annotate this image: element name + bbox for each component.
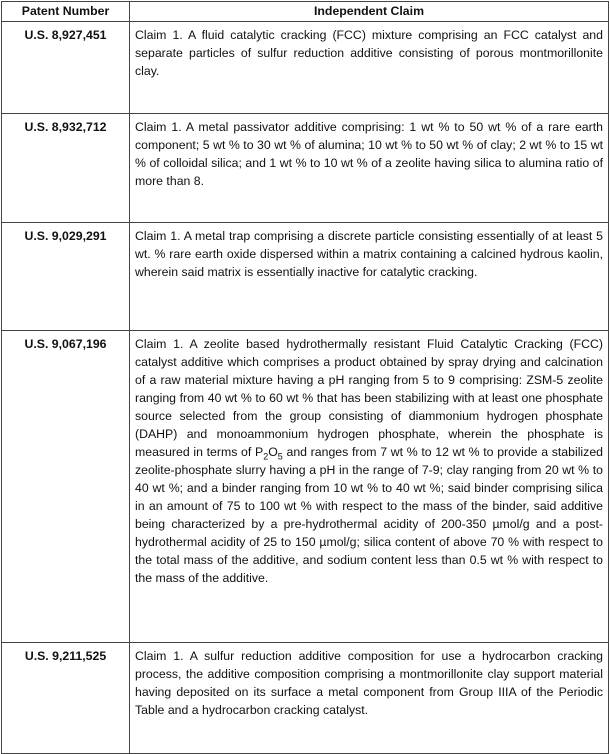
table-row <box>2 643 609 754</box>
subscript: 2 <box>263 451 269 462</box>
claim-text-part: O <box>268 445 278 459</box>
subscript: 5 <box>277 451 283 462</box>
patent-number-cell: U.S. 9,067,196 <box>2 331 130 643</box>
table-row <box>2 114 609 223</box>
patent-number-cell: U.S. 9,029,291 <box>2 223 130 331</box>
claim-text-part: and ranges from 7 wt % to 12 wt % to provide a stabilized zeolite-phosphate slurry having a pH in the range of 7-9; clay ranging from 20 wt % to 40 wt %; and a binder ranging from 10 wt % to 40 wt %; said binder comprising silica in an amount of 75 to 100 wt % with respect to the mass of the binder, said additive being characterized by a pre-hydrothermal acidity of 200-350 µmol/g and a post-hydrothermal acidity of 25 to 150 µmol/g; silica content of above 70 % with respect to the total mass of the additive, and sodium content less than 0.5 wt % with respect to the mass of the additive. <box>135 445 603 585</box>
patent-number-cell: U.S. 8,932,712 <box>2 114 130 223</box>
patent-claims-table <box>1 1 609 754</box>
claim-cell: Claim 1. A sulfur reduction additive composition for use a hydrocarbon cracking process, the additive composition comprising a montmorillonite clay support material having deposited on its surface a metal component from Group IIIA of the Periodic Table and a hydrocarbon cracking catalyst. <box>130 643 609 754</box>
header-independent-claim: Independent Claim <box>130 2 609 22</box>
table-row <box>2 223 609 331</box>
patent-number-cell: U.S. 9,211,525 <box>2 643 130 754</box>
header-patent-number: Patent Number <box>2 2 130 22</box>
claim-cell <box>130 331 609 643</box>
claim-cell: Claim 1. A metal passivator additive comprising: 1 wt % to 50 wt % of a rare earth component; 5 wt % to 30 wt % of alumina; 10 wt % to 50 wt % of clay; 2 wt % to 15 wt % of colloidal silica; and 1 wt % to 10 wt % of a zeolite having silica to alumina ratio of more than 8. <box>130 114 609 223</box>
patent-number-cell: U.S. 8,927,451 <box>2 22 130 114</box>
table-row <box>2 331 609 643</box>
claim-cell: Claim 1. A metal trap comprising a discrete particle consisting essentially of at least 5 wt. % rare earth oxide dispersed within a matrix containing a calcined hydrous kaolin, wherein said matrix is essentially inactive for catalytic cracking. <box>130 223 609 331</box>
header-row <box>2 2 609 22</box>
table-row <box>2 22 609 114</box>
claim-cell: Claim 1. A fluid catalytic cracking (FCC) mixture comprising an FCC catalyst and separate particles of sulfur reduction additive consisting of porous montmorillonite clay. <box>130 22 609 114</box>
claim-text-part: Claim 1. A zeolite based hydrothermally resistant Fluid Catalytic Cracking (FCC) catalyst additive which comprises a product obtained by spray drying and calcination of a raw material mixture having a pH ranging from 5 to 9 comprising: ZSM-5 zeolite ranging from 40 wt % to 60 wt % that has been stabilizing with at least one phosphate source selected from the group consisting of diammonium hydrogen phosphate (DAHP) and monoammonium hydrogen phosphate, wherein the phosphate is measured in terms of P <box>135 337 603 459</box>
